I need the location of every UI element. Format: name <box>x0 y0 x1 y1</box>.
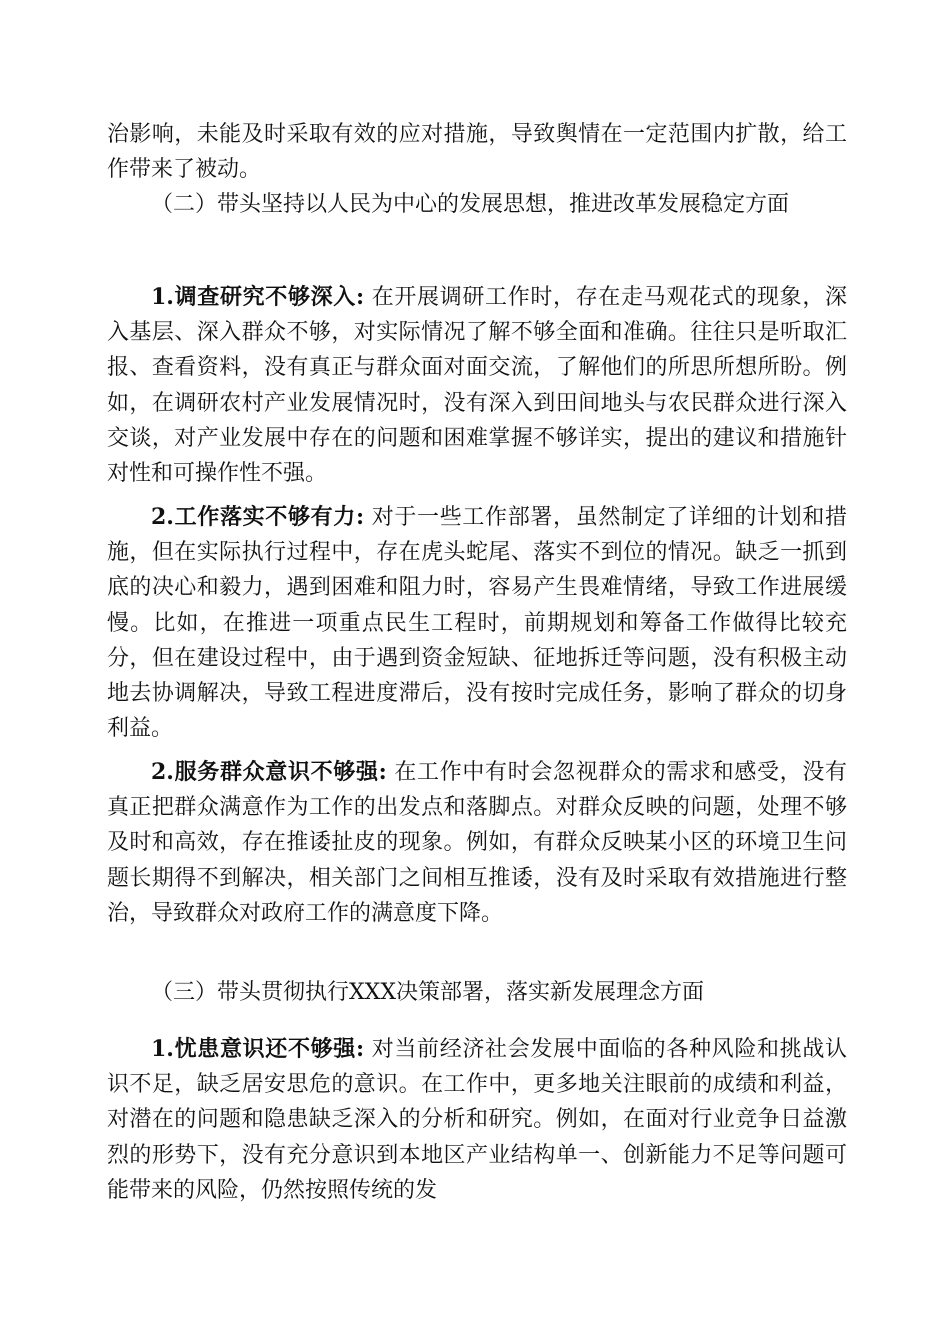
item-title-4: 1.忧患意识还不够强: <box>151 1036 365 1062</box>
item-paragraph-4 <box>107 1032 847 1208</box>
item-text-3: 在工作中有时会忽视群众的需求和感受，没有真正把群众满意作为工作的出发点和落脚点。对群众反映的问题，处理不够及时和高效，存在推诿扯皮的现象。例如，有群众反映某小区的环境卫生问题长期得不到解决，相关部门之间相互推诿，没有及时采取有效措施进行整治，导致群众对政府工作的满意度下降。 <box>107 760 847 926</box>
item-text-2: 对于一些工作部署，虽然制定了详细的计划和措施，但在实际执行过程中，存在虎头蛇尾、落实不到位的情况。缺乏一抓到底的决心和毅力，遇到困难和阻力时，容易产生畏难情绪，导致工作进展缓慢。比如，在推进一项重点民生工程时，前期规划和筹备工作做得比较充分，但在建设过程中，由于遇到资金短缺、征地拆迁等问题，没有积极主动地去协调解决，导致工程进度滞后，没有按时完成任务，影响了群众的切身利益。 <box>107 505 847 742</box>
item-paragraph-1 <box>107 280 847 491</box>
item-text-4: 对当前经济社会发展中面临的各种风险和挑战认识不足，缺乏居安思危的意识。在工作中，更多地关注眼前的成绩和利益，对潜在的问题和隐患缺乏深入的分析和研究。例如，在面对行业竞争日益激烈的形势下，没有充分意识到本地区产业结构单一、创新能力不足等问题可能带来的风险，仍然按照传统的发 <box>107 1037 847 1203</box>
item-title-3: 2.服务群众意识不够强: <box>151 759 387 785</box>
section-heading-2: （二）带头坚持以人民为中心的发展思想，推进改革发展稳定方面 <box>151 192 790 217</box>
item-paragraph-3 <box>107 755 847 931</box>
item-title-1: 1.调查研究不够深入: <box>151 284 365 310</box>
item-paragraph-2 <box>107 500 847 746</box>
item-text-1: 在开展调研工作时，存在走马观花式的现象，深入基层、深入群众不够，对实际情况了解不够全面和准确。往往只是听取汇报、查看资料，没有真正与群众面对面交流，了解他们的所思所想所盼。例如，在调研农村产业发展情况时，没有深入到田间地头与农民群众进行深入交谈，对产业发展中存在的问题和困难掌握不够详实，提出的建议和措施针对性和可操作性不强。 <box>107 285 847 487</box>
paragraph-continuation: 治影响，未能及时采取有效的应对措施，导致舆情在一定范围内扩散，给工作带来了被动。 <box>107 122 847 183</box>
item-title-2: 2.工作落实不够有力: <box>151 504 365 530</box>
section-heading-3: （三）带头贯彻执行XXX决策部署，落实新发展理念方面 <box>151 980 704 1005</box>
